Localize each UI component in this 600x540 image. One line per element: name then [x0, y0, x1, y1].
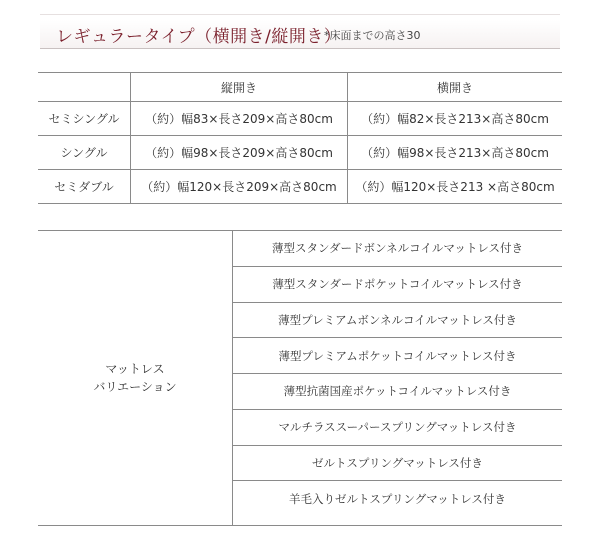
list-item: 薄型スタンダードボンネルコイルマットレス付き: [233, 231, 562, 267]
mattress-variation-label: [38, 231, 233, 525]
list-item: 薄型抗菌国産ポケットコイルマットレス付き: [233, 374, 562, 410]
size-label: セミダブル: [38, 170, 131, 204]
header-top-rule: [40, 14, 560, 15]
section-header: [40, 14, 560, 50]
list-item: 薄型プレミアムポケットコイルマットレス付き: [233, 338, 562, 374]
column-header-vertical: 縦開き: [131, 73, 348, 102]
page-title: レギュラータイプ（横開き/縦開き）: [56, 27, 342, 47]
list-item: ゼルトスプリングマットレス付き: [233, 446, 562, 482]
list-item: 薄型スタンダードポケットコイルマットレス付き: [233, 267, 562, 303]
mattress-label-line1: マットレス: [105, 362, 165, 376]
horizontal-dimensions: （約）幅82×長さ213×高さ80cm: [348, 102, 563, 136]
list-item: 羊毛入りゼルトスプリングマットレス付き: [289, 492, 506, 507]
table-row: [38, 136, 562, 170]
table-row: [38, 170, 562, 204]
size-table: [38, 72, 562, 204]
horizontal-dimensions: （約）幅98×長さ213×高さ80cm: [348, 136, 563, 170]
mattress-variation-table: [38, 230, 562, 526]
list-item: 薄型プレミアムボンネルコイルマットレス付き: [233, 303, 562, 339]
vertical-dimensions: （約）幅83×長さ209×高さ80cm: [131, 102, 348, 136]
vertical-dimensions: （約）幅120×長さ209×高さ80cm: [131, 170, 348, 204]
column-header-horizontal: 横開き: [348, 73, 563, 102]
table-header-row: [38, 73, 562, 102]
column-header-size: [38, 73, 131, 102]
vertical-dimensions: （約）幅98×長さ209×高さ80cm: [131, 136, 348, 170]
height-note: *床面までの高さ30: [324, 29, 421, 42]
header-bottom-rule: [40, 48, 560, 49]
mattress-list: [233, 231, 562, 525]
list-item: マルチラススーパースプリングマットレス付き: [233, 410, 562, 446]
mattress-label-line2: バリエーション: [93, 380, 177, 394]
size-label: シングル: [38, 136, 131, 170]
size-label: セミシングル: [38, 102, 131, 136]
horizontal-dimensions: （約）幅120×長さ213 ×高さ80cm: [348, 170, 563, 204]
table-row: [38, 102, 562, 136]
